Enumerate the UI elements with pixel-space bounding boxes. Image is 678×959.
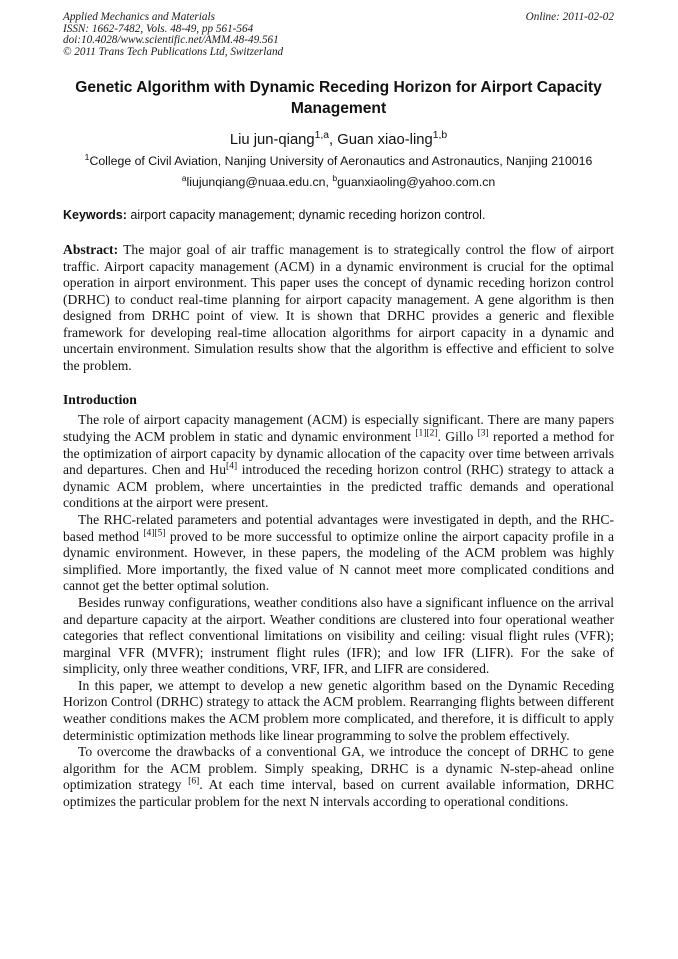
copyright-line: © 2011 Trans Tech Publications Ltd, Switzerland — [63, 45, 284, 58]
paragraph-text: reported a method for the optimization of airport capacity by dynamic allocation of the capacity over time between arrivals and departures. Chen and Hu — [63, 428, 614, 478]
paragraph-text: The role of airport capacity management (ACM) is especially significant. There are many papers studying the ACM problem in static and dynamic environment — [63, 412, 614, 444]
keywords-text: airport capacity management; dynamic receding horizon control. — [126, 208, 486, 223]
citation: [3] — [477, 428, 489, 439]
citation: [4][5] — [143, 528, 166, 538]
affiliation-marker: 1 — [84, 152, 90, 163]
journal-name: Applied Mechanics and Materials — [63, 11, 215, 23]
email-marker: b — [332, 173, 338, 184]
citation: [1][2] — [415, 428, 438, 439]
paragraph-text: . At each time interval, based on current available information, DRHC optimizes the particular problem for the next N intervals according to operational conditions. — [63, 777, 615, 810]
abstract-text: The major goal of air traffic management is to strategically control the flow of airport traffic. Airport capacity management (ACM) in a dynamic environment is crucial for the optimal operation in airport environment. This paper uses the concept of dynamic receding horizon control (DRHC) to conduct real-time planning for airport capacity management. A gene algorithm is then designed from DRHC point of view. It is shown that DRHC provides a generic and flexible framework for developing real-time allocation algorithms for airport capacity in a dynamic and uncertain environment. Simulation results show that the algorithm is effective and efficient to solve the problem. — [63, 242, 614, 373]
author-name: Liu jun-qiang — [229, 132, 315, 149]
intro-paragraph-5 — [63, 744, 614, 810]
paragraph-text: To overcome the drawbacks of a conventional GA, we introduce the concept of DRHC to gene algorithm for the ACM problem. Simply speaking, DRHC is a dynamic N-step-ahead online optimization strategy — [63, 744, 614, 793]
intro-paragraph-1 — [63, 412, 614, 512]
section-heading-introduction: Introduction — [63, 392, 137, 408]
abstract-label: Abstract: — [63, 242, 119, 258]
citation: [6] — [188, 776, 200, 787]
email-marker: a — [181, 173, 187, 184]
affiliation — [63, 152, 614, 171]
email-separator: , — [325, 175, 333, 190]
online-date: Online: 2011-02-02 — [525, 11, 614, 23]
author-name: Guan xiao-ling — [337, 132, 433, 149]
author-list — [63, 130, 614, 150]
keywords — [63, 206, 614, 224]
author-emails — [63, 173, 614, 192]
doi-line[interactable]: doi:10.4028/www.scientific.net/AMM.48-49.561 — [63, 34, 279, 47]
abstract — [63, 242, 614, 374]
intro-paragraph-3: Besides runway configurations, weather conditions also have a significant influence on the arrival and departure capacity at the airport. Weather conditions are clustered into four operational weather categories that reflect conventional limitations on visibility and ceiling: visual flight rules (VFR); marginal VFR (MVFR); instrument flight rules (IFR); and low IFR (LIFR). For the sake of simplicity, only three weather conditions, VRF, IFR, and LIFR are considered. — [63, 594, 614, 677]
paragraph-text: introduced the receding horizon control (RHC) strategy to attack a dynamic ACM problem, where uncertainties in the predicted traffic demands and operational conditions at the airport were present. — [63, 462, 614, 511]
journal-header — [63, 12, 614, 58]
email-link[interactable]: guanxiaoling@yahoo.com.cn — [337, 175, 496, 190]
issn-line: ISSN: 1662-7482, Vols. 48-49, pp 561-564 — [63, 22, 254, 35]
author-affiliation-marker: 1,a — [314, 130, 330, 142]
affiliation-text: College of Civil Aviation, Nanjing University of Aeronautics and Astronautics, Nanjing 210016 — [89, 154, 593, 169]
intro-paragraph-2 — [63, 512, 614, 595]
paragraph-text: The RHC-related parameters and potential advantages were investigated in depth, and the RHC-based method — [63, 511, 614, 544]
citation: [4] — [226, 461, 238, 472]
email-link[interactable]: liujunqiang@nuaa.edu.cn — [186, 175, 326, 190]
author-affiliation-marker: 1,b — [432, 130, 448, 142]
intro-paragraph-4: In this paper, we attempt to develop a new genetic algorithm based on the Dynamic Receding Horizon Control (DRHC) strategy to attack the ACM problem. Rearranging flights between different weather conditions makes the ACM problem more complicated, and therefore, it is difficult to apply deterministic optimization methods like linear programming to solve the problem effectively. — [63, 677, 614, 743]
paper-page — [63, 12, 614, 811]
paragraph-text: . Gillo — [437, 428, 478, 444]
author-separator: , — [329, 132, 338, 149]
paragraph-text: proved to be more successful to optimize online the airport capacity profile in a dynamic environment. However, in these papers, the modeling of the ACM problem was highly simplified. More importantly, the fixed value of N cannot meet more complicated conditions and cannot get the better optimal solution. — [63, 528, 614, 594]
paper-title: Genetic Algorithm with Dynamic Receding Horizon for Airport Capacity Management — [75, 79, 602, 118]
keywords-label: Keywords: — [63, 208, 127, 223]
